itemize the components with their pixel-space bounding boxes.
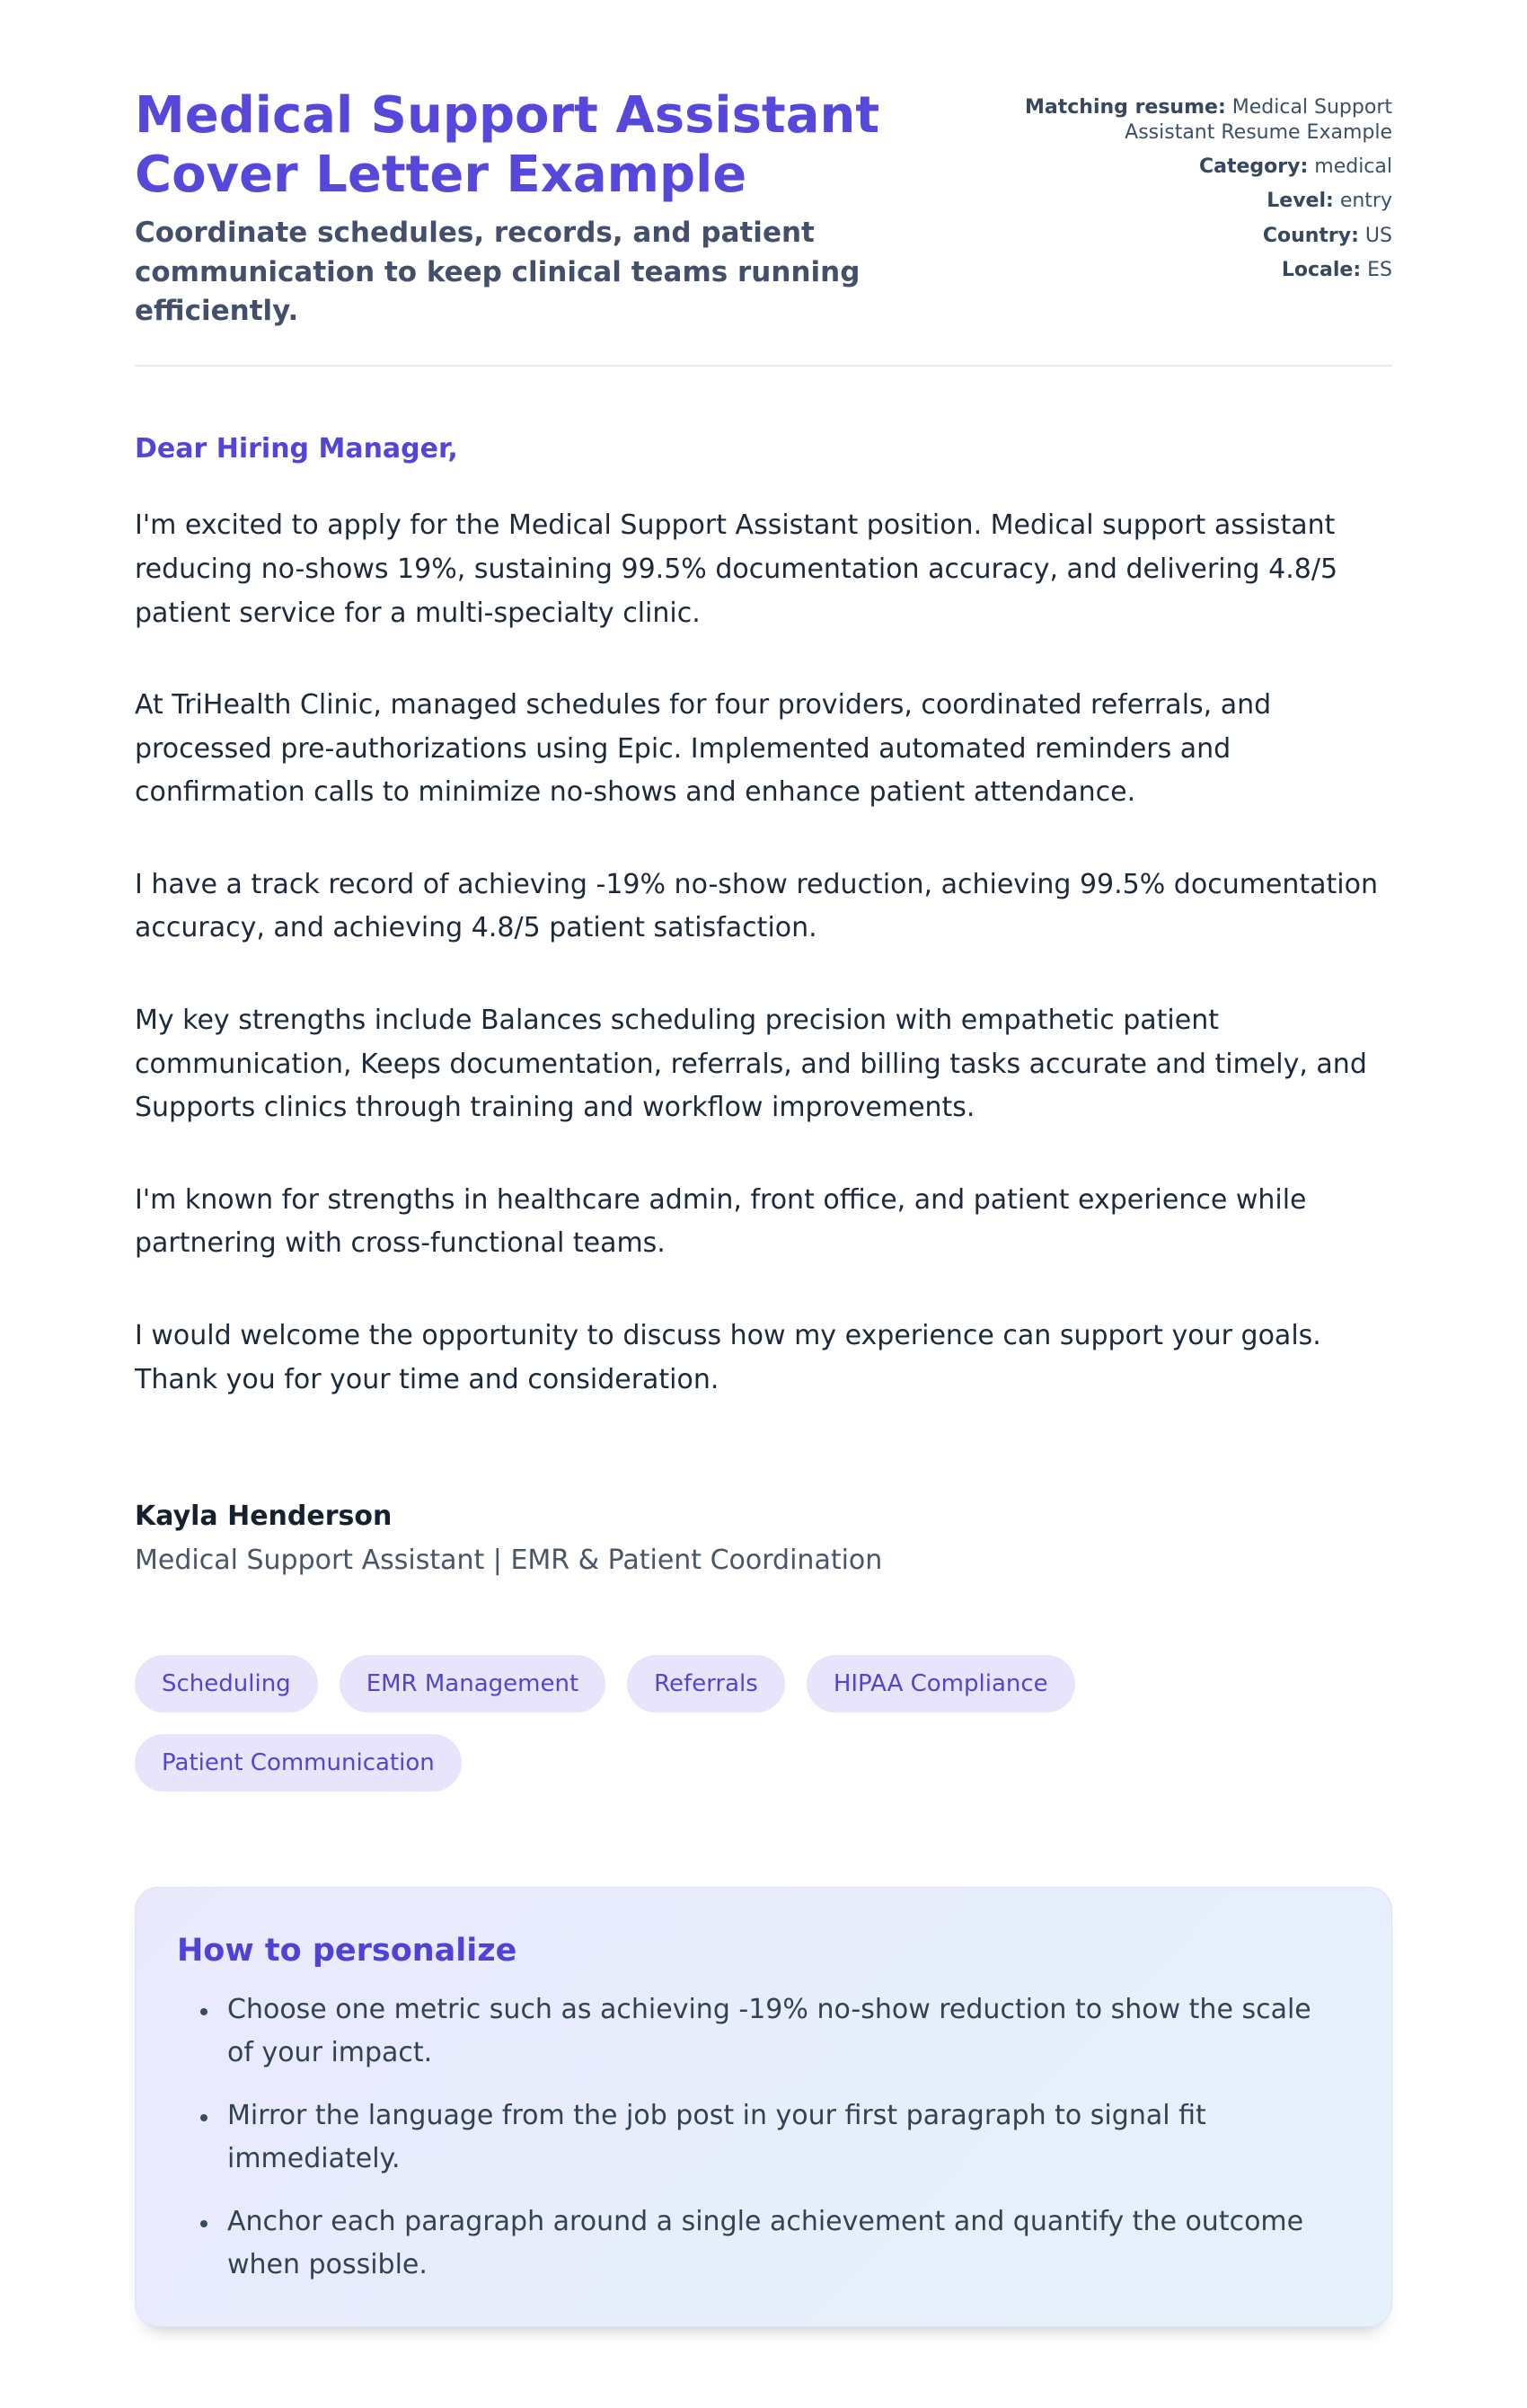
meta-value: ES	[1367, 258, 1392, 281]
signature-name: Kayla Henderson	[135, 1501, 393, 1533]
tips-heading: How to personalize	[177, 1933, 517, 1970]
skill-tag[interactable]: Scheduling	[135, 1655, 318, 1713]
tip-item: • Mirror the language from the job post in your first paragraph to signal fit immediately.	[220, 2094, 1350, 2181]
letter-paragraph: At TriHealth Clinic, managed schedules for four providers, coordinated referrals, and processed pre-authorizations using Epic. Implemented automated reminders and confirmation calls to minimize no-shows and enhance patient attendance.	[135, 689, 1272, 809]
meta-item	[1022, 189, 1392, 214]
meta-panel	[1022, 86, 1392, 292]
meta-label: Category:	[1198, 155, 1309, 179]
header	[135, 86, 1392, 331]
tip-item: • Anchor each paragraph around a single achievement and quantify the outcome when possible.	[220, 2200, 1350, 2287]
skill-tag[interactable]: Referrals	[627, 1655, 785, 1713]
meta-label: Matching resume:	[1025, 96, 1226, 119]
meta-label: Locale:	[1281, 258, 1362, 281]
meta-value: medical	[1314, 155, 1392, 179]
meta-value: Medical Support Assistant Resume Example	[1125, 96, 1392, 145]
meta-value: entry	[1339, 190, 1392, 213]
page-subtitle: Coordinate schedules, records, and patient communication to keep clinical teams running efficiently.	[135, 217, 861, 327]
signature-title: Medical Support Assistant | EMR & Patient Coordination	[135, 1545, 883, 1577]
letter-paragraph: My key strengths include Balances scheduling precision with empathetic patient communication, Keeps documentation, referrals, and billing tasks accurate and timely, and Supports clinics through training and workflow improvements.	[135, 1005, 1367, 1124]
letter-paragraph: I would welcome the opportunity to discuss how my experience can support your goals. Thank you for your time and consideration.	[135, 1320, 1321, 1395]
meta-item	[1022, 95, 1392, 146]
meta-value: US	[1364, 224, 1392, 247]
meta-item	[1022, 224, 1392, 249]
tips-list	[177, 1988, 1350, 2287]
header-title-block	[135, 86, 961, 331]
skill-tag[interactable]: Patient Communication	[135, 1734, 462, 1792]
meta-label: Country:	[1262, 224, 1359, 247]
letter-body	[135, 504, 1392, 1402]
how-to-personalize-box	[135, 1887, 1392, 2327]
skill-tag[interactable]: EMR Management	[340, 1655, 605, 1713]
meta-item	[1022, 155, 1392, 180]
page-title: Medical Support Assistant Cover Letter Example	[135, 86, 880, 205]
page-content	[135, 0, 1392, 2408]
tip-item: • Choose one metric such as achieving -19% no-show reduction to show the scale of your impact.	[220, 1988, 1350, 2075]
letter-greeting: Dear Hiring Manager,	[135, 433, 458, 465]
meta-item	[1022, 258, 1392, 283]
letter-paragraph: I'm known for strengths in healthcare admin, front office, and patient experience while partnering with cross-functional teams.	[135, 1183, 1307, 1260]
skill-tags	[135, 1655, 1392, 1792]
skill-tag[interactable]: HIPAA Compliance	[807, 1655, 1075, 1713]
letter-paragraph: I'm excited to apply for the Medical Support Assistant position. Medical support assistant reducing no-shows 19%, sustaining 99.5% documentation accuracy, and delivering 4.8/5 patient service for a multi-specialty clinic.	[135, 509, 1338, 629]
letter-paragraph: I have a track record of achieving -19% no-show reduction, achieving 99.5% documentation accuracy, and achieving 4.8/5 patient satisfaction.	[135, 868, 1379, 944]
meta-label: Level:	[1267, 190, 1334, 213]
header-divider	[135, 365, 1392, 367]
